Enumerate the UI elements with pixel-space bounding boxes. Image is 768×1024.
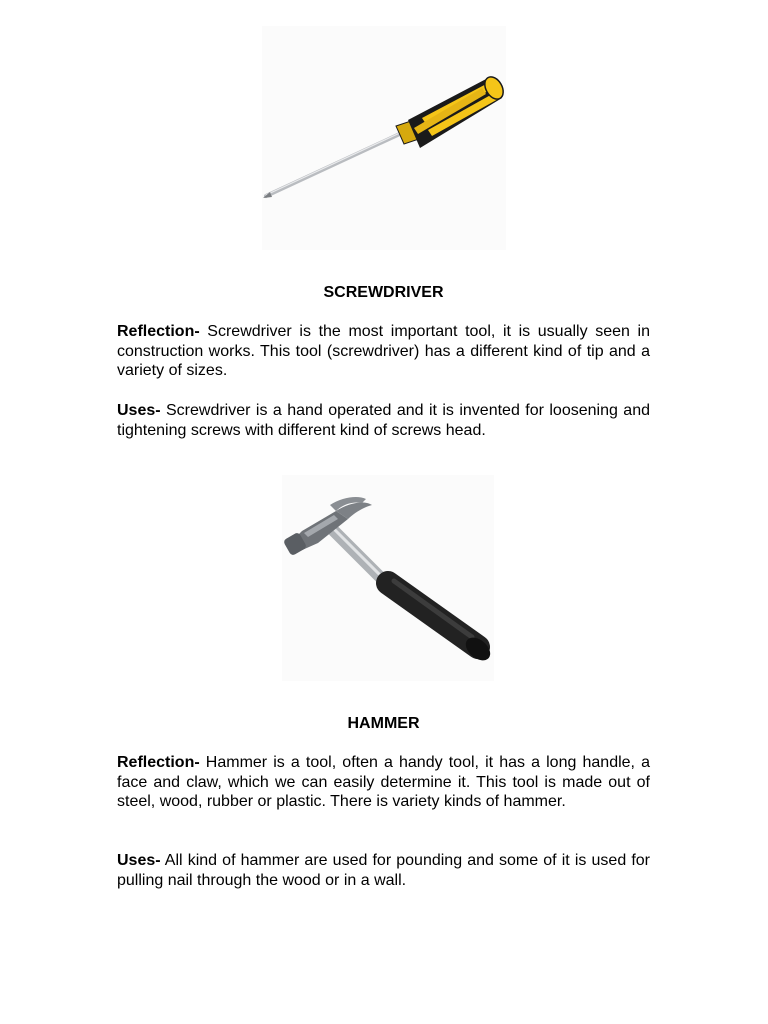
screwdriver-uses-label: Uses- — [117, 402, 161, 419]
hammer-uses-label: Uses- — [117, 852, 161, 869]
screwdriver-reflection-label: Reflection- — [117, 323, 200, 340]
hammer-reflection-text: Hammer is a tool, often a handy tool, it has a long handle, a face and claw, which we can easily determine it. This tool is made out of steel, wood, rubber or plastic. There is variety kinds of hammer. — [117, 754, 650, 811]
hammer-reflection — [117, 753, 650, 812]
hammer-uses-text: All kind of hammer are used for pounding and some of it is used for pulling nail through the wood or in a wall. — [117, 852, 650, 889]
screwdriver-icon — [262, 26, 506, 250]
hammer-icon — [282, 475, 494, 681]
screwdriver-uses-text: Screwdriver is a hand operated and it is invented for loosening and tightening screws with different kind of screws head. — [117, 402, 650, 439]
hammer-title: HAMMER — [347, 715, 420, 732]
screwdriver-title: SCREWDRIVER — [323, 284, 444, 301]
screwdriver-reflection — [117, 322, 650, 381]
screwdriver-uses — [117, 401, 650, 440]
screwdriver-reflection-text: Screwdriver is the most important tool, it is usually seen in construction works. This tool (screwdriver) has a different kind of tip and a variety of sizes. — [117, 323, 650, 380]
hammer-uses — [117, 851, 650, 890]
hammer-image — [282, 475, 494, 681]
hammer-reflection-label: Reflection- — [117, 754, 200, 771]
screwdriver-image — [262, 26, 506, 250]
